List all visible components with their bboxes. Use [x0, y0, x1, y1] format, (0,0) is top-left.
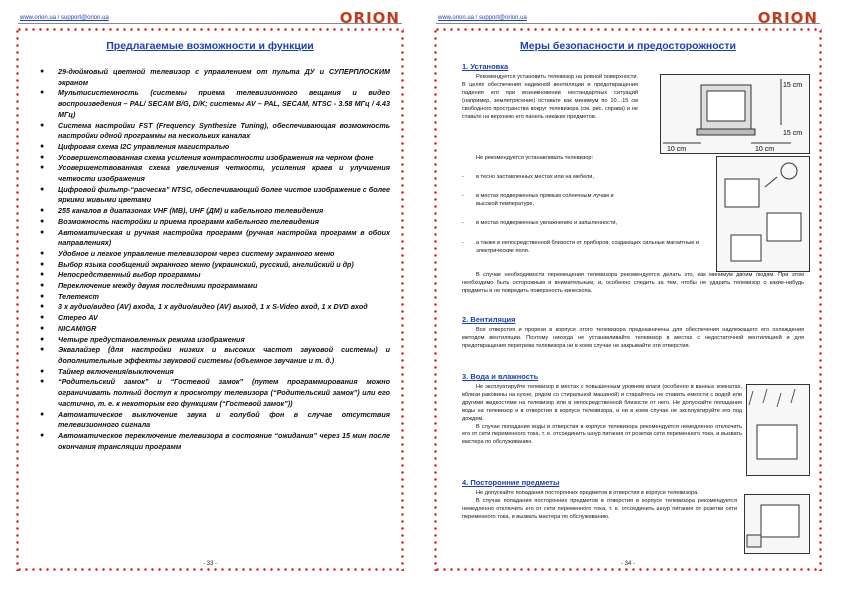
dotted-border-left [16, 28, 19, 571]
header-divider [436, 23, 820, 24]
dotted-border-left [434, 28, 437, 571]
feature-item: ● Непосредственный выбор программы [58, 270, 390, 281]
dotted-border-bottom [434, 568, 822, 571]
feature-item: ● 255 каналов в диапазонах VHF (МВ), UHF (ДМ) и кабельного телевидения [58, 206, 390, 217]
paragraph: Не рекомендуется устанавливать телевизор: [476, 155, 594, 161]
tv-clearance-illustration [660, 74, 810, 154]
feature-item: ● Возможность настройки и приема программ кабельного телевидения [58, 217, 390, 228]
fig-label: 10 cm [667, 146, 687, 153]
page-title: Предлагаемые возможности и функции [106, 40, 314, 52]
header-link[interactable]: www.orion.ua / support@orion.ua [438, 15, 527, 21]
tv-placement-warnings-illustration [716, 156, 810, 272]
feature-item: ● 29-дюймовый цветной телевизор с управлением от пульта ДУ и СУПЕРПЛОСКИМ экраном [58, 67, 390, 88]
page-title: Меры безопасности и предосторожности [520, 40, 736, 52]
feature-item: ● Таймер включения/выключения [58, 367, 390, 378]
page-number: - 33 - [202, 561, 217, 567]
feature-item: ● 3 х аудио/видео (AV) входа, 1 х аудио/видео (AV) выход, 1 х S-Video вход, 1 х DVD вход [58, 302, 390, 313]
feature-item: ● Выбор языка сообщений экранного меню (украинский, русский, английский и др) [58, 260, 390, 271]
paragraph: В случае попадания воды в отверстия в корпусе телевизора рекомендуется немедленно отключить его от сети переменного тока, т. е. отсоединить шнур питания от розетки сети переменного тока, и вызвать мастера по обслуживанию. [462, 423, 742, 446]
section-heading: 2. Вентиляция [462, 315, 516, 324]
header-link[interactable]: www.orion.ua / support@orion.ua [20, 15, 109, 21]
paragraph: Рекомендуется установить телевизор на ровной поверхности. В целях обеспечения надежной вентиляции и предотвращения падения его при возникновении нестандартных ситуаций (например, землетрясение) оставьте как минимум по 10…15 см свободного пространства вокруг телевизора (см. рис. справа) и не ставьте на верхнюю его панель никаких предметов. [462, 74, 638, 120]
dotted-border-top [16, 28, 404, 31]
dotted-border-right [819, 28, 822, 571]
paragraph: Не эксплуатируйте телевизор в местах с повышенным уровнем влаги (особенно в ванных комнатах, вблизи раковины на кухне, рядом со стиральной машиной) и старайтесь не ставить емкости с водой или другими жидкостями на телевизор или в непосредственной близости от него. Не допускайте попадания воды на телевизор и в отверстия в корпусе телевизора, и ни в коем случае не эксплуатируйте его под дождем. [462, 384, 742, 422]
feature-item: ● Стерео AV [58, 313, 390, 324]
tv-foreign-object-illustration [744, 494, 810, 554]
list-item: - а также в непосредственной близости от приборов, создающих сильные магнитные и электрические поля. [462, 240, 700, 254]
feature-item: ● Автоматическая и ручная настройка программ (ручная настройка программ в обоих направлениях) [58, 228, 390, 249]
page-number: - 34 - [620, 561, 635, 567]
paragraph: Все отверстия и прорези в корпусе этого телевизора предназначены для обеспечения надлежащего его охлаждения методом вентиляции. Поэтому никогда не устанавливайте телевизор в местах с недостаточной вентиляцией и для предотвращения перегрева телевизора ни в коем случае не закрывайте эти отверстия. [462, 327, 804, 349]
feature-item: ● Автоматическое выключение звука и голубой фон в случае отсутствия телевизионного сигнала [58, 410, 390, 431]
page-left [10, 6, 410, 589]
section-ventilation [462, 315, 804, 351]
section-heading: 1. Установка [462, 62, 509, 71]
list-item: - в местах подверженных прямым солнечным лучам и высокой температуре, [462, 193, 614, 207]
feature-item: ● Усовершенствованная схема увеличения четкости, усиления краев и улучшения четкости изображения [58, 163, 390, 184]
list-item: - в тесно заставленных местах или на мебели, [462, 174, 594, 180]
dotted-border-top [434, 28, 822, 31]
orion-logo: ORION [339, 9, 400, 27]
not-recommended-intro [462, 155, 662, 163]
fig-label: 15 cm [783, 82, 803, 89]
feature-item: ● Удобное и легкое управление телевизором через систему экранного меню [58, 249, 390, 260]
page-right [428, 6, 828, 589]
feature-item: ● Мультисистемность (системы приема телевизионного вещания и видео воспроизведения – PAL/ SECAM B/G, D/K; системы AV – PAL, SECAM, NTSC - 3.58 МГц / 4.43 МГц) [58, 88, 390, 120]
header-divider [18, 23, 402, 24]
feature-list [58, 67, 390, 452]
feature-item: ● NICAM/IGR [58, 324, 390, 335]
tv-rain-illustration [746, 384, 810, 476]
paragraph: Не допускайте попадания посторонних предметов в отверстия в корпусе телевизора. [476, 490, 699, 496]
dotted-border-bottom [16, 568, 404, 571]
feature-item: ● Телетекст [58, 292, 390, 303]
section-heading: 3. Вода и влажность [462, 372, 539, 381]
list-item: - в местах подверженных увлажнению и запыленности, [462, 220, 618, 226]
feature-item: ● Переключение между двумя последними программами [58, 281, 390, 292]
feature-item: ● Эквалайзер (для настройки низких и высоких частот звуковой системы) и дополнительные эффекты звуковой системы (объемное звучание и т. д.) [58, 345, 390, 366]
section-heading: 4. Посторонние предметы [462, 478, 560, 487]
feature-item: ● Цифровая схема I2C управления магистралью [58, 142, 390, 153]
paragraph: В случае необходимости перемещения телевизора рекомендуется делать это, как минимум двоим людям. При этом необходимо быть осторожным и внимательным, и, особенно следить за тем, чтобы не ударить телевизор о какие-нибудь предметы и не повредить поверхность кинескопа. [462, 272, 804, 294]
dotted-border-right [401, 28, 404, 571]
feature-item: ● “Родительский замок” и “Гостевой замок” (путем программирования можно ограничивать полный доступ к просмотру телевизора (“Родительский замок”) или его частично, т. е. к некоторым его функциям (“Гостевой замок”)) [58, 377, 390, 409]
feature-item: ● Система настройки FST (Frequency Synthesize Tuning), обеспечивающая возможность настройки одной программы на нескольких каналах [58, 121, 390, 142]
feature-item: ● Автоматическое переключение телевизора в состояние “ожидания” через 15 мин после окончания трансляции программ [58, 431, 390, 452]
paragraph: В случае попадания посторонних предметов в отверстия в корпусе телевизора рекомендуется немедленно отключить его от сети переменного тока, т. е. отсоединить шнур питания от розетки сети переменного тока, и вызвать мастера по обслуживанию. [462, 497, 737, 520]
orion-logo: ORION [757, 9, 818, 27]
fig-label: 15 cm [783, 130, 803, 137]
feature-item: ● Цифровой фильтр-“расческа” NTSC, обеспечивающий более чистое изображение с более яркими живыми цветами [58, 185, 390, 206]
fig-label: 10 cm [755, 146, 775, 153]
feature-item: ● Четыре предустановленных режима изображения [58, 335, 390, 346]
feature-item: ● Усовершенствованная схема усиления контрастности изображения на черном фоне [58, 153, 390, 164]
moving-tv-note [462, 272, 804, 296]
